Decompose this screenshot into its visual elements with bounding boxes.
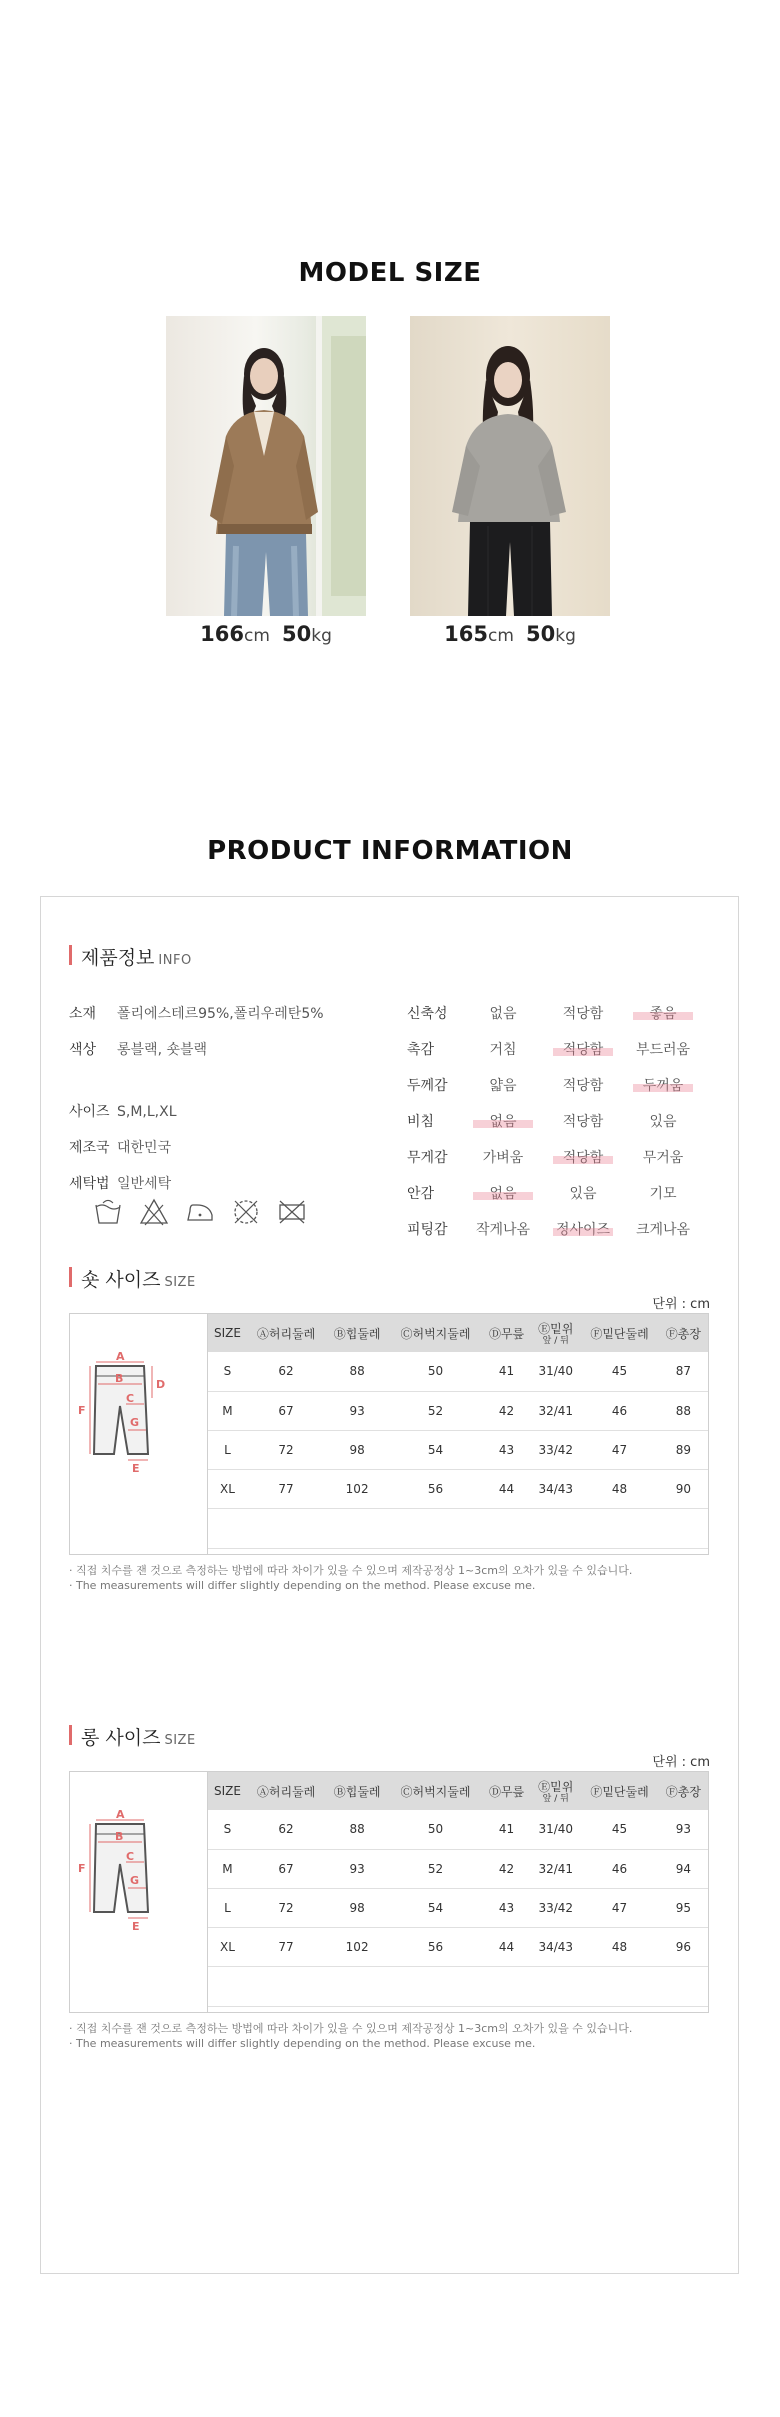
- svg-text:C: C: [126, 1392, 135, 1405]
- short-pants-diagram: [70, 1314, 208, 1554]
- short-size-table: [69, 1313, 709, 1555]
- model-size-heading: MODEL SIZE: [298, 258, 482, 288]
- model-photo-1: [166, 316, 366, 616]
- spec-material: 소재 폴리에스테르95%,폴리우레탄5%: [69, 1006, 324, 1022]
- spec-size: 사이즈 S,M,L,XL: [69, 1104, 177, 1120]
- feel-row-weight: 무게감 가벼움 적당함 무거움: [407, 1147, 727, 1169]
- info-section-title: 제품정보 INFO: [69, 943, 192, 970]
- table-row-empty: [208, 1966, 708, 2006]
- long-size-unit: 단위 : cm: [652, 1755, 710, 1770]
- long-size-header-row: SIZE Ⓐ허리둘레 Ⓑ힙둘레 Ⓒ허벅지둘레 Ⓓ무릎 Ⓔ밑위 앞 / 뒤 Ⓕ밑단둘레 Ⓕ총장: [208, 1772, 708, 1810]
- short-size-title: 숏 사이즈 SIZE: [69, 1265, 196, 1292]
- svg-text:G: G: [130, 1416, 140, 1429]
- no-tumble-dry-icon: [231, 1197, 261, 1227]
- no-bleach-icon: [139, 1197, 169, 1227]
- long-pants-diagram: [70, 1772, 208, 2012]
- short-size-data-table: [208, 1314, 708, 1588]
- short-size-unit: 단위 : cm: [652, 1297, 710, 1312]
- long-size-notes: · 직접 치수를 잰 것으로 측정하는 방법에 따라 차이가 있을 수 있으며 제작공정상 1~3cm의 오차가 있을 수 있습니다. · The measurements will differ slightly depending on the method. Please excuse me.: [69, 2022, 633, 2050]
- table-row: XL 77 102 56 44 34/43 48 90: [208, 1469, 708, 1508]
- spec-origin: 제조국 대한민국: [69, 1140, 172, 1156]
- no-dry-clean-icon: [277, 1197, 307, 1227]
- svg-text:F: F: [78, 1404, 86, 1417]
- long-size-title: 롱 사이즈 SIZE: [69, 1723, 196, 1750]
- svg-text:F: F: [78, 1862, 86, 1875]
- table-row: M 67 93 52 42 32/41 46 88: [208, 1391, 708, 1430]
- model-1-size: 166cm 50kg: [200, 622, 332, 646]
- feel-row-sheerness: 비침 없음 적당함 있음: [407, 1111, 727, 1133]
- svg-text:B: B: [115, 1372, 124, 1385]
- product-info-box: [40, 896, 739, 2274]
- short-size-header-row: SIZE Ⓐ허리둘레 Ⓑ힙둘레 Ⓒ허벅지둘레 Ⓓ무릎 Ⓔ밑위 앞 / 뒤 Ⓕ밑단둘레 Ⓕ총장: [208, 1314, 708, 1352]
- table-row: XL 77 102 56 44 34/43 48 96: [208, 1927, 708, 1966]
- table-row: L 72 98 54 43 33/42 47 95: [208, 1888, 708, 1927]
- long-size-data-table: [208, 1772, 708, 2046]
- spec-color: 색상 롱블랙, 숏블랙: [69, 1042, 208, 1058]
- svg-text:A: A: [116, 1350, 125, 1363]
- feel-row-stretch: 신축성 없음 적당함 좋음: [407, 1003, 727, 1025]
- long-size-table: [69, 1771, 709, 2013]
- model-photo-2: [410, 316, 610, 616]
- svg-text:G: G: [130, 1874, 140, 1887]
- svg-text:E: E: [132, 1462, 140, 1475]
- table-row: L 72 98 54 43 33/42 47 89: [208, 1430, 708, 1469]
- svg-text:E: E: [132, 1920, 140, 1933]
- svg-text:D: D: [156, 1378, 166, 1391]
- model-2-size: 165cm 50kg: [444, 622, 576, 646]
- table-row-empty: [208, 1508, 708, 1548]
- table-row: M 67 93 52 42 32/41 46 94: [208, 1849, 708, 1888]
- feel-row-thickness: 두께감 얇음 적당함 두꺼움: [407, 1075, 727, 1097]
- svg-text:C: C: [126, 1850, 135, 1863]
- product-information-heading: PRODUCT INFORMATION: [207, 836, 573, 866]
- svg-text:B: B: [115, 1830, 124, 1843]
- table-row: S 62 88 50 41 31/40 45 87: [208, 1352, 708, 1391]
- svg-text:A: A: [116, 1808, 125, 1821]
- table-row: S 62 88 50 41 31/40 45 93: [208, 1810, 708, 1849]
- model-card-1: [166, 316, 366, 646]
- feel-row-fit: 피팅감 작게나옴 정사이즈 크게나옴: [407, 1219, 727, 1241]
- wash-icons: [93, 1197, 307, 1227]
- feel-row-touch: 촉감 거침 적당함 부드러움: [407, 1039, 727, 1061]
- feel-row-lining: 안감 없음 있음 기모: [407, 1183, 727, 1205]
- short-size-notes: · 직접 치수를 잰 것으로 측정하는 방법에 따라 차이가 있을 수 있으며 제작공정상 1~3cm의 오차가 있을 수 있습니다. · The measurements will differ slightly depending on the method. Please excuse me.: [69, 1564, 633, 1592]
- hand-wash-30c-icon: [93, 1197, 123, 1227]
- iron-low-temp-icon: [185, 1197, 215, 1227]
- spec-washing: 세탁법 일반세탁: [69, 1176, 172, 1192]
- model-card-2: [410, 316, 610, 646]
